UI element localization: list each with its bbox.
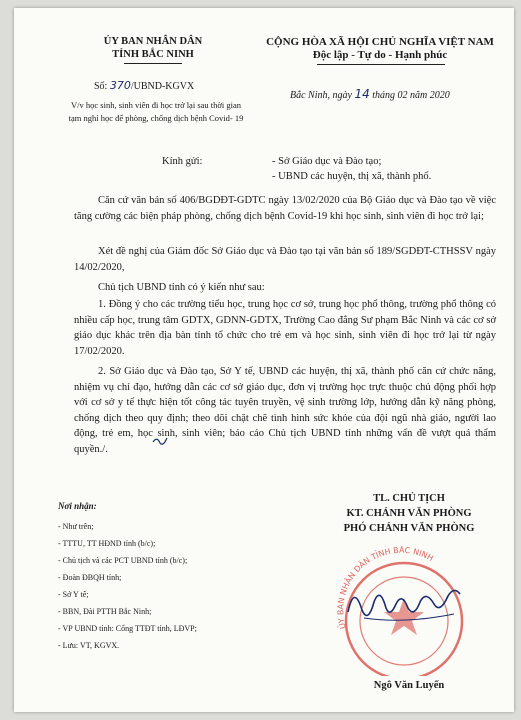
document-number (94, 79, 194, 92)
org-name: ỦY BAN NHÂN DÂN (103, 36, 203, 47)
recipients-list (58, 518, 197, 654)
list-item: - Sở Y tế; (58, 590, 89, 599)
body-paragraph: 1. Đồng ý cho các trường tiểu học, trung học cơ sở, trung học phổ thông, trường phổ thông có nhiều cấp học, trung tâm GDTX, GDNN-GDTX, Trường Cao đẳng Sư phạm Bắc Ninh và các cơ sở giáo dục khác trên địa bàn tỉnh tổ chức cho trẻ em và học sinh, sinh viên đi học trở lại từ ngày 17/02/2020. (74, 299, 496, 357)
handwritten-mark (151, 434, 169, 448)
body-paragraph: Xét đề nghị của Giám đốc Sở Giáo dục và Đào tạo tại văn bản số 189/SGDĐT-CTHSSV ngày 14/02/2020, (74, 246, 496, 273)
document-number-suffix: /UBND-KGVX (130, 81, 195, 92)
document-page (14, 8, 514, 712)
place-date-after: tháng 02 năm 2020 (372, 90, 450, 101)
org-subname: TỈNH BẮC NINH (112, 49, 194, 60)
recipients-title: Nơi nhận: (58, 501, 97, 511)
address-recipient: - Sở Giáo dục và Đào tạo; (272, 156, 382, 167)
document-subject: V/v học sinh, sinh viên đi học trở lại sau thời gian tạm nghỉ học để phòng, chống dịch bệnh Covid- 19 (68, 100, 244, 123)
list-item: - TTTU, TT HĐND tỉnh (b/c); (58, 539, 156, 548)
document-number-prefix: Số: (94, 81, 108, 92)
list-item: - Lưu: VT, KGVX. (58, 641, 120, 650)
place-date (290, 87, 450, 101)
handwritten-signature (344, 574, 464, 634)
list-item: - Như trên; (58, 522, 94, 531)
signer-name: Ngô Văn Luyến (373, 680, 445, 691)
signature-title: PHÓ CHÁNH VĂN PHÒNG (343, 523, 475, 534)
list-item: - Đoàn ĐBQH tỉnh; (58, 573, 122, 582)
body-paragraph: Căn cứ văn bản số 406/BGDĐT-GDTC ngày 13/02/2020 của Bộ Giáo dục và Đào tạo về việc tăng cường các biện pháp phòng, chống dịch bệnh Covid-19 khi học sinh, sinh viên đi học trở lại; (74, 195, 496, 222)
date-day-handwritten: 14 (354, 87, 370, 101)
address-recipient: - UBND các huyện, thị xã, thành phố. (272, 171, 432, 182)
place-date-before: Bắc Ninh, ngày (290, 90, 352, 101)
republic-name: CỘNG HÒA XÃ HỘI CHỦ NGHĨA VIỆT NAM (266, 36, 494, 48)
signature-title: TL. CHỦ TỊCH (373, 493, 445, 504)
national-motto: Độc lập - Tự do - Hạnh phúc (312, 49, 448, 61)
document-number-handwritten: 370 (109, 79, 131, 92)
list-item: - Chủ tịch và các PCT UBND tỉnh (b/c); (58, 556, 188, 565)
body-paragraph: 2. Sở Giáo dục và Đào tạo, Sở Y tế, UBND các huyện, thị xã, thành phố căn cứ chức năng, nhiệm vụ chỉ đạo, hướng dẫn các cơ sở giáo dục, đơn vị trường học trực thuộc chủ động phối hợp với cơ sở y tế thực hiện tốt công tác tuyên truyền, vệ sinh trường lớp, hướng dẫn kỹ năng phòng, chống dịch theo quy định; theo dõi chặt chẽ tình hình sức khỏe của đội ngũ nhà giáo, người lao động, trẻ em, học sinh, sinh viên; báo cáo Chủ tịch UBND tỉnh những vấn đề vượt quá thẩm quyền./. (74, 366, 496, 455)
seal-text: ỦY BAN NHÂN DÂN TỈNH BẮC NINH (336, 546, 435, 630)
list-item: - VP UBND tỉnh: Cổng TTĐT tỉnh, LĐVP; (58, 624, 197, 633)
list-item: - BBN, Đài PTTH Bắc Ninh; (58, 607, 152, 616)
body-paragraph: Chủ tịch UBND tỉnh có ý kiến như sau: (98, 282, 265, 293)
signature-title: KT. CHÁNH VĂN PHÒNG (346, 508, 472, 519)
motto-underline (317, 64, 445, 65)
address-label: Kính gửi: (162, 156, 203, 167)
org-underline (124, 63, 182, 64)
